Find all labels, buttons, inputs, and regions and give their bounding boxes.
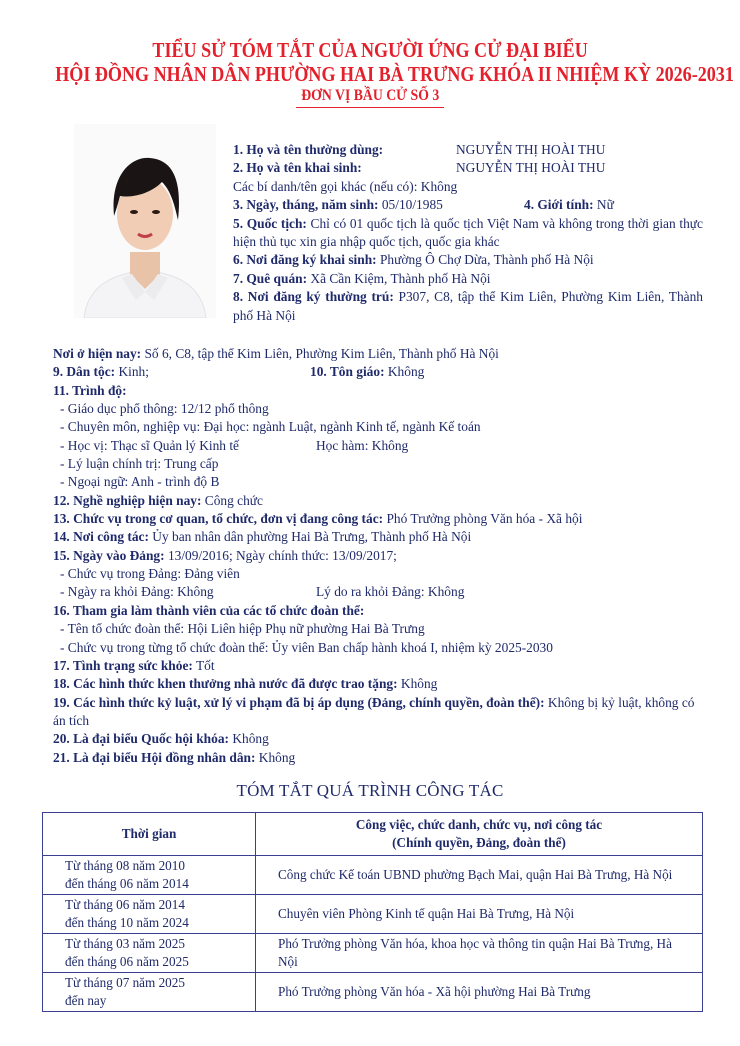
party-join-date: 13/09/2016; Ngày chính thức: 13/09/2017; bbox=[164, 547, 397, 563]
header-line: Công việc, chức danh, chức vụ, nơi công tác bbox=[355, 817, 603, 832]
candidate-photo bbox=[74, 124, 216, 318]
job-cell: Chuyên viên Phòng Kinh tế quận Hai Bà Trưng, Hà Nội bbox=[256, 895, 703, 934]
field-label: 4. Giới tính: bbox=[524, 197, 594, 213]
period-cell: Từ tháng 06 năm 2014 đến tháng 10 năm 2024 bbox=[43, 895, 256, 934]
field-label: Nơi ở hiện nay: bbox=[53, 346, 142, 361]
political-theory: - Lý luận chính trị: Trung cấp bbox=[60, 456, 219, 472]
birth-date: 05/10/1985 bbox=[378, 197, 443, 213]
field-label: 17. Tình trạng sức khỏe: bbox=[53, 657, 193, 673]
alias: Các bí danh/tên gọi khác (nếu có): Không bbox=[233, 178, 458, 194]
religion: Không bbox=[384, 364, 425, 380]
document-subtitle: HỘI ĐỒNG NHÂN DÂN PHƯỜNG HAI BÀ TRƯNG KHÓA II NHIỆM KỲ 2026-2031 bbox=[55, 62, 734, 86]
field-label: 5. Quốc tịch: bbox=[233, 215, 307, 231]
party-leave-date: - Ngày ra khỏi Đảng: Không bbox=[60, 584, 214, 600]
field-label: 7. Quê quán: bbox=[233, 270, 308, 286]
occupation: Công chức bbox=[201, 492, 264, 508]
field-label: 14. Nơi công tác: bbox=[53, 529, 149, 545]
health-status: Tốt bbox=[192, 657, 215, 673]
party-position: - Chức vụ trong Đảng: Đảng viên bbox=[60, 566, 240, 582]
job-cell: Công chức Kế toán UBND phường Bạch Mai, quận Hai Bà Trưng, Hà Nội bbox=[256, 856, 703, 895]
work-history-title: TÓM TẮT QUÁ TRÌNH CÔNG TÁC bbox=[236, 781, 504, 800]
field-label: 11. Trình độ: bbox=[53, 382, 127, 398]
current-residence: Số 6, C8, tập thể Kim Liên, Phường Kim Liên, Thành phố Hà Nội bbox=[141, 346, 499, 361]
personal-info bbox=[233, 141, 703, 325]
academic-title: Học hàm: Không bbox=[316, 437, 409, 453]
field-label: 8. Nơi đăng ký thường trú: bbox=[233, 289, 394, 305]
table-row bbox=[43, 934, 703, 973]
table-row bbox=[43, 895, 703, 934]
period-cell: Từ tháng 08 năm 2010 đến tháng 06 năm 2014 bbox=[43, 856, 256, 895]
disciplinary-record: Không bị kỷ luật, không có án tích bbox=[53, 694, 695, 728]
period-cell: Từ tháng 07 năm 2025 đến nay bbox=[43, 973, 256, 1012]
field-label: 10. Tôn giáo: bbox=[310, 364, 385, 380]
field-label: 12. Nghề nghiệp hiện nay: bbox=[53, 492, 202, 508]
awards: Không bbox=[397, 676, 438, 692]
foreign-language: - Ngoại ngữ: Anh - trình độ B bbox=[60, 474, 220, 490]
field-label: 1. Họ và tên thường dùng: bbox=[233, 142, 384, 157]
header-line: (Chính quyền, Đảng, đoàn thể) bbox=[392, 835, 566, 850]
work-history-table bbox=[42, 812, 703, 1012]
field-label: 15. Ngày vào Đảng: bbox=[53, 547, 165, 563]
organization-name: - Tên tổ chức đoàn thể: Hội Liên hiệp Phụ nữ phường Hai Bà Trưng bbox=[60, 621, 425, 637]
details bbox=[53, 345, 708, 767]
nationality: Chỉ có 01 quốc tịch là quốc tịch Việt Nam và không trong thời gian thực hiện thủ tục xin gia nhập quốc tịch, quốc gia khác bbox=[233, 215, 703, 250]
electoral-unit: ĐƠN VỊ BẦU CỬ SỐ 3 bbox=[0, 87, 740, 108]
field-label: 2. Họ và tên khai sinh: bbox=[233, 160, 362, 176]
field-label: 6. Nơi đăng ký khai sinh: bbox=[233, 252, 377, 268]
council-delegate: Không bbox=[255, 749, 296, 765]
field-label: 13. Chức vụ trong cơ quan, tổ chức, đơn vị đang công tác: bbox=[53, 511, 384, 527]
table-row bbox=[43, 856, 703, 895]
common-name: NGUYỄN THỊ HOÀI THU bbox=[456, 142, 606, 157]
national-assembly-delegate: Không bbox=[228, 731, 269, 747]
hometown: Xã Cần Kiệm, Thành phố Hà Nội bbox=[307, 270, 491, 286]
workplace: Ủy ban nhân dân phường Hai Bà Trưng, Thành phố Hà Nội bbox=[148, 529, 472, 545]
permanent-residence: P307, C8, tập thể Kim Liên, Phường Kim Liên, Thành phố Hà Nội bbox=[233, 289, 703, 323]
job-cell: Phó Trưởng phòng Văn hóa - Xã hội phường Hai Bà Trưng bbox=[256, 973, 703, 1012]
gender: Nữ bbox=[593, 197, 614, 213]
organization-role: - Chức vụ trong từng tổ chức đoàn thể: Ủy viên Ban chấp hành khoá I, nhiệm kỳ 2025-2030 bbox=[60, 639, 553, 655]
field-label: 9. Dân tộc: bbox=[53, 364, 116, 380]
field-label: 18. Các hình thức khen thưởng nhà nước đã được trao tặng: bbox=[53, 676, 398, 692]
job-cell: Phó Trưởng phòng Văn hóa, khoa học và thông tin quận Hai Bà Trưng, Hà Nội bbox=[256, 934, 703, 973]
document-title: TIỂU SỬ TÓM TẮT CỦA NGƯỜI ỨNG CỬ ĐẠI BIỂU bbox=[152, 38, 588, 62]
column-header-time: Thời gian bbox=[43, 813, 256, 856]
ethnicity: Kinh; bbox=[115, 364, 149, 380]
table-row bbox=[43, 973, 703, 1012]
field-label: 19. Các hình thức kỷ luật, xử lý vi phạm đã bị áp dụng (Đảng, chính quyền, đoàn thể): bbox=[53, 694, 545, 710]
specialization: - Chuyên môn, nghiệp vụ: Đại học: ngành Luật, ngành Kinh tế, ngành Kế toán bbox=[60, 419, 481, 435]
field-label: 16. Tham gia làm thành viên của các tổ chức đoàn thể: bbox=[53, 602, 365, 618]
position: Phó Trưởng phòng Văn hóa - Xã hội bbox=[383, 511, 583, 527]
birth-name: NGUYỄN THỊ HOÀI THU bbox=[456, 160, 606, 176]
field-label: 3. Ngày, tháng, năm sinh: bbox=[233, 197, 379, 213]
period-cell: Từ tháng 03 năm 2025 đến tháng 06 năm 2025 bbox=[43, 934, 256, 973]
field-label: 20. Là đại biểu Quốc hội khóa: bbox=[53, 731, 229, 747]
party-leave-reason: Lý do ra khỏi Đảng: Không bbox=[316, 584, 465, 600]
academic-degree: - Học vị: Thạc sĩ Quản lý Kinh tế bbox=[60, 437, 240, 453]
table-header bbox=[43, 813, 703, 856]
general-education: - Giáo dục phổ thông: 12/12 phổ thông bbox=[60, 401, 269, 417]
column-header-job bbox=[256, 813, 703, 856]
field-label: 21. Là đại biểu Hội đồng nhân dân: bbox=[53, 749, 256, 765]
birth-place: Phường Ô Chợ Dừa, Thành phố Hà Nội bbox=[376, 252, 594, 268]
